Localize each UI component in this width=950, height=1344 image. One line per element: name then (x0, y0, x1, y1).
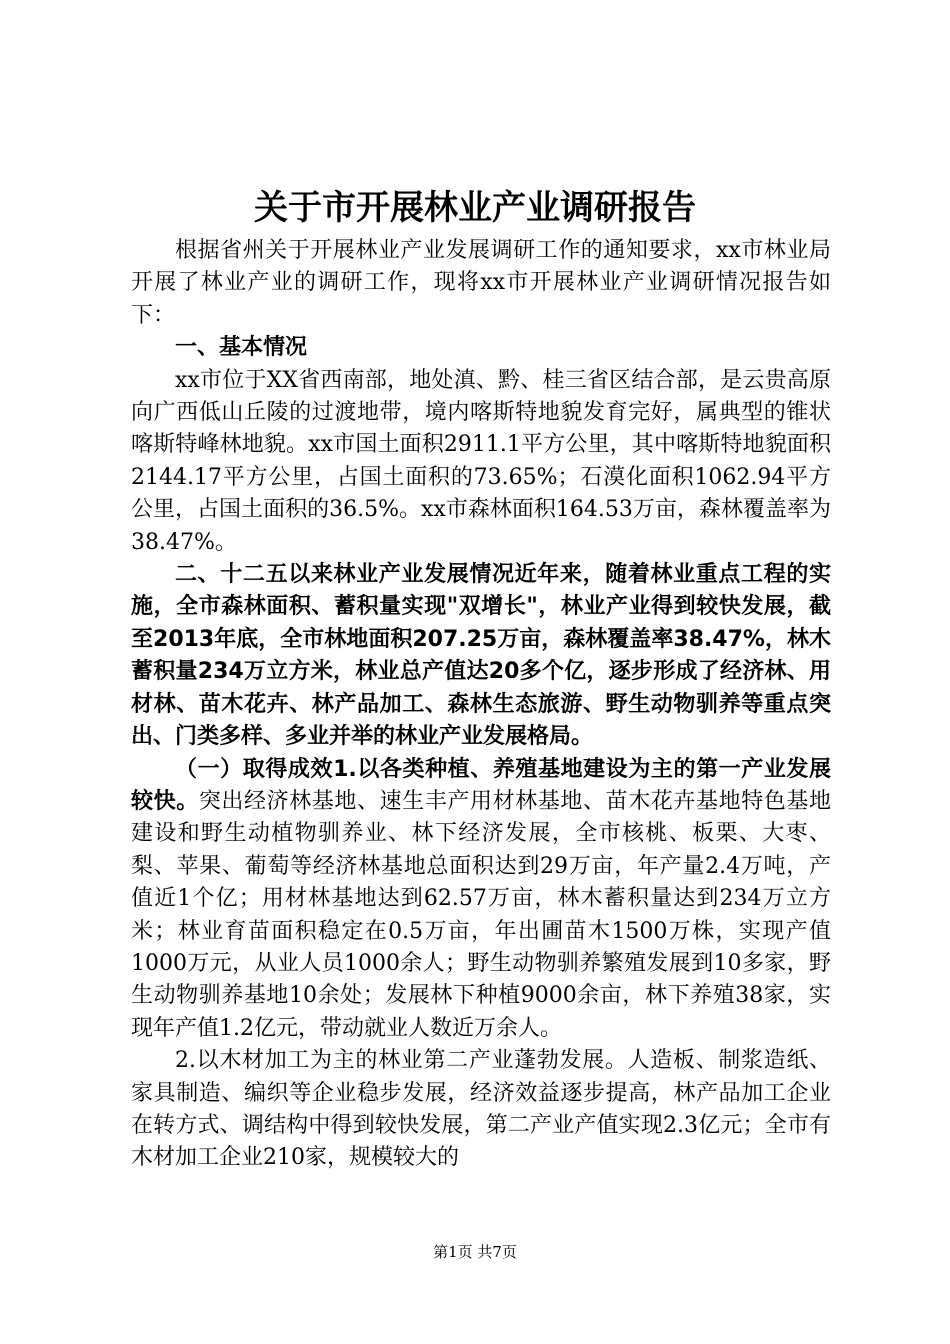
achievements-body: 突出经济林基地、速生丰产用材林基地、苗木花卉基地特色基地建设和野生动植物驯养业、林下经济发展，全市核桃、板栗、大枣、梨、苹果、葡萄等经济林基地总面积达到29万亩，年产量2.4万吨，产值近1个亿；用材林基地达到62.57万亩，林木蓄积量达到234万立方米；林业育苗面积稳定在0.5万亩，年出圃苗木1500万株，实现产值1000万元，从业人员1000余人；野生动物驯养繁殖发展到10多家，野生动物驯养基地10余处；发展林下种植9000余亩，林下养殖38家，实现年产值1.2亿元，带动就业人数近万余人。 (131, 788, 831, 1041)
section-heading-basic-situation: 一、基本情况 (175, 335, 308, 361)
document-body (131, 235, 831, 1175)
industry-development-paragraph: 二、十二五以来林业产业发展情况近年来，随着林业重点工程的实施，全市森林面积、蓄积量实现"双增长"，林业产业得到较快发展，截至2013年底，全市林地面积207.25万亩，森林覆盖率38.47%，林木蓄积量234万立方米，林业总产值达20多个亿，逐步形成了经济林、用材林、苗木花卉、林产品加工、森林生态旅游、野生动物驯养等重点突出、门类多样、多业并举的林业产业发展格局。 (131, 562, 831, 750)
page-footer: 第1页 共7页 (433, 1243, 517, 1261)
intro-paragraph: 根据省州关于开展林业产业发展调研工作的通知要求，xx市林业局开展了林业产业的调研工作，现将xx市开展林业产业调研情况报告如下： (131, 238, 831, 328)
document-title: 关于市开展林业产业调研报告 (254, 188, 696, 228)
basic-situation-paragraph: xx市位于XX省西南部，地处滇、黔、桂三省区结合部，是云贵高原向广西低山丘陵的过渡地带，境内喀斯特地貌发育完好，属典型的锥状喀斯特峰林地貌。xx市国土面积2911.1平方公里，其中喀斯特地貌面积2144.17平方公里，占国土面积的73.65%；石漠化面积1062.94平方公里，占国土面积的36.5%。xx市森林面积164.53万亩，森林覆盖率为38.47%。 (131, 367, 831, 555)
secondary-industry-paragraph: 2.以木材加工为主的林业第二产业蓬勃发展。人造板、制浆造纸、家具制造、编织等企业稳步发展，经济效益逐步提高，林产品加工企业在转方式、调结构中得到较快发展，第二产业产值实现2.3亿元；全市有木材加工企业210家，规模较大的 (131, 1048, 831, 1171)
achievements-lead: （一）取得成效1.以各类种植、养殖基地建设为主的第一产业发展较快。 (131, 756, 831, 814)
achievements-paragraph (131, 754, 831, 1046)
